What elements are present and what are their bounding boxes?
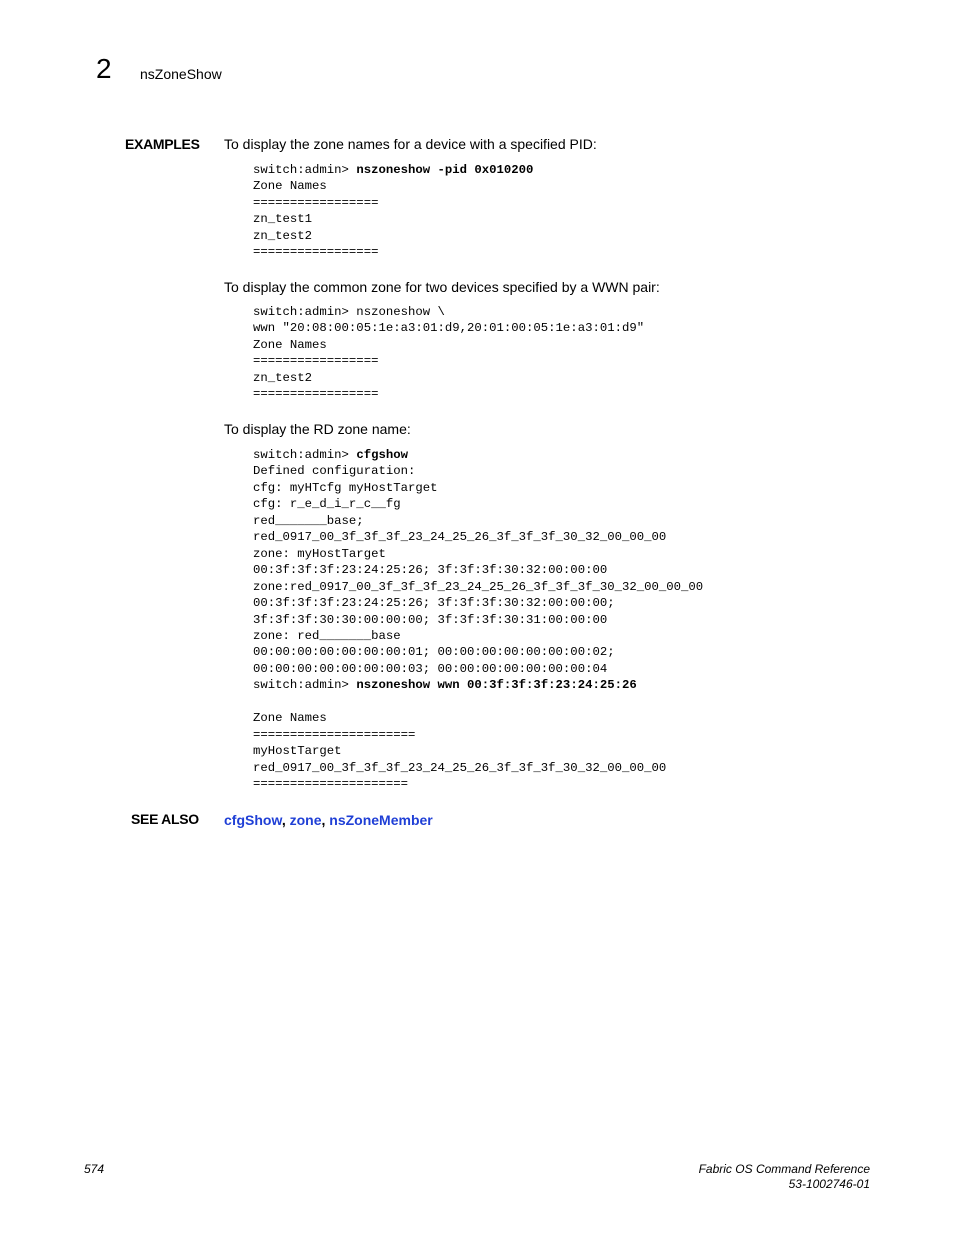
code-line: =====================	[253, 777, 408, 792]
code-prompt: switch:admin>	[253, 163, 357, 177]
code-command: cfgshow	[356, 448, 408, 462]
code-line: zn_test2	[253, 370, 313, 385]
examples-label: EXAMPLES	[125, 136, 200, 152]
code-line: 00:3f:3f:3f:23:24:25:26; 3f:3f:3f:30:32:00:00:00	[253, 563, 608, 578]
code-line: zone: red_______base	[253, 628, 401, 643]
code-line	[253, 448, 408, 462]
code-line: switch:admin> nszoneshow \	[253, 305, 445, 319]
see-also-links	[224, 811, 433, 829]
code-line: =================	[253, 245, 379, 260]
code-line: cfg: myHTcfg myHostTarget	[253, 480, 438, 495]
example-1-code	[253, 162, 533, 261]
code-line: 00:00:00:00:00:00:00:01; 00:00:00:00:00:00:00:02;	[253, 645, 615, 660]
chapter-number: 2	[96, 53, 112, 84]
example-1-intro: To display the zone names for a device with a specified PID:	[224, 136, 597, 152]
code-line: Zone Names	[253, 337, 327, 352]
code-line: 00:3f:3f:3f:23:24:25:26; 3f:3f:3f:30:32:00:00:00;	[253, 596, 615, 611]
footer-page-number: 574	[84, 1162, 105, 1176]
code-line	[253, 163, 533, 177]
code-line: =================	[253, 195, 379, 210]
code-line: zn_test2	[253, 228, 313, 243]
code-line: =================	[253, 387, 379, 402]
code-line	[253, 678, 637, 692]
code-line: zone:red_0917_00_3f_3f_3f_23_24_25_26_3f_3f_3f_30_32_00_00_00	[253, 579, 704, 594]
code-line: wwn "20:08:00:05:1e:a3:01:d9,20:01:00:05:1e:a3:01:d9"	[253, 321, 645, 336]
code-line: ======================	[253, 727, 416, 742]
code-command: nszoneshow wwn 00:3f:3f:3f:23:24:25:26	[356, 678, 637, 693]
link-separator: ,	[321, 812, 330, 828]
code-line: red_0917_00_3f_3f_3f_23_24_25_26_3f_3f_3f_30_32_00_00_00	[253, 760, 667, 775]
footer-doc-number: 53-1002746-01	[788, 1177, 870, 1191]
code-line: red_______base;	[253, 513, 364, 528]
footer-book-title: Fabric OS Command Reference	[698, 1162, 870, 1176]
link-separator: ,	[281, 812, 290, 828]
see-also-link-zone[interactable]: zone	[289, 812, 322, 828]
code-line: 3f:3f:3f:30:30:00:00:00; 3f:3f:3f:30:31:00:00:00	[253, 612, 608, 627]
example-2-intro: To display the common zone for two devices specified by a WWN pair:	[224, 279, 660, 295]
see-also-link-nszonemember[interactable]: nsZoneMember	[329, 812, 433, 828]
see-also-link-cfgshow[interactable]: cfgShow	[224, 812, 282, 828]
code-line: Defined configuration:	[253, 464, 416, 479]
code-line: red_0917_00_3f_3f_3f_23_24_25_26_3f_3f_3f_30_32_00_00_00	[253, 530, 667, 545]
example-3-intro: To display the RD zone name:	[224, 421, 411, 437]
code-prompt: switch:admin>	[253, 678, 357, 693]
example-2-code	[253, 304, 644, 403]
code-line: myHostTarget	[253, 744, 342, 759]
code-line: zone: myHostTarget	[253, 546, 386, 561]
code-line: 00:00:00:00:00:00:00:03; 00:00:00:00:00:00:00:04	[253, 661, 608, 676]
code-prompt: switch:admin>	[253, 448, 357, 462]
see-also-label: SEE ALSO	[131, 811, 199, 827]
code-line: =================	[253, 354, 379, 369]
code-command: nszoneshow -pid 0x010200	[356, 163, 534, 177]
example-3-code	[253, 447, 703, 793]
running-head: nsZoneShow	[140, 66, 222, 82]
code-line: Zone Names	[253, 179, 327, 194]
code-line: Zone Names	[253, 711, 327, 726]
code-line: zn_test1	[253, 212, 313, 227]
code-line: cfg: r_e_d_i_r_c__fg	[253, 497, 401, 512]
